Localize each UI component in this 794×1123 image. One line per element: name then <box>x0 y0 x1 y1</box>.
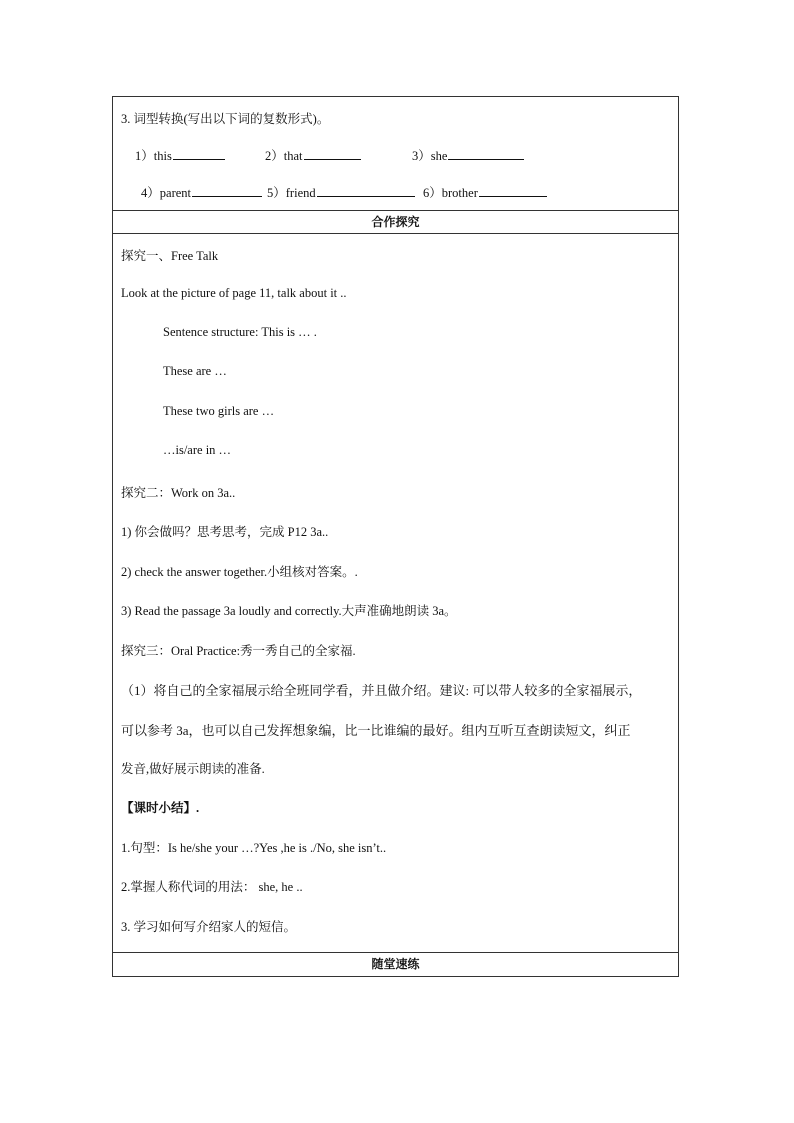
summary-point-3: 3. 学习如何写介绍家人的短信。 <box>121 920 297 934</box>
inquiry-2-step-1: 1) 你会做吗？思考思考，完成 P12 3a.. <box>121 525 329 539</box>
summary-point-1: 1.句型：Is he/she your …?Yes ,he is ./No, she isn’t.. <box>121 841 387 855</box>
inquiry-2-step-3: 3) Read the passage 3a loudly and correctly.大声准确地朗读 3a。 <box>121 604 457 618</box>
summary-point-2: 2.掌握人称代词的用法： she, he .. <box>121 880 303 894</box>
answer-blank[interactable] <box>304 147 361 160</box>
exercise-item-2: 2）that <box>265 146 361 164</box>
lesson-summary-heading: 【课时小结】. <box>121 801 200 815</box>
section-header-quick-practice: 随堂速练 <box>371 957 420 971</box>
exercise-item-4: 4）parent <box>141 183 262 201</box>
exercise-item-5: 5）friend <box>267 183 415 201</box>
answer-blank[interactable] <box>317 184 415 197</box>
inquiry-2-step-2: 2) check the answer together.小组核对答案。. <box>121 565 358 579</box>
inquiry-3-title: 探究三：Oral Practice:秀一秀自己的全家福. <box>121 644 356 658</box>
inquiry-2-title: 探究二：Work on 3a.. <box>121 486 236 500</box>
answer-blank[interactable] <box>448 147 524 160</box>
sentence-example-1: These are … <box>163 364 227 378</box>
inquiry-1-title: 探究一、Free Talk <box>121 249 219 263</box>
exercise-item-1: 1）this <box>135 146 225 164</box>
answer-blank[interactable] <box>479 184 547 197</box>
inquiry-section <box>113 234 678 953</box>
inquiry-3-paragraph-line-1: （1）将自己的全家福展示给全班同学看，并且做介绍。建议: 可以带人较多的全家福展示， <box>121 683 642 698</box>
answer-blank[interactable] <box>192 184 262 197</box>
exercise-title: 3. 词型转换(写出以下词的复数形式)。 <box>121 112 330 126</box>
answer-blank[interactable] <box>173 147 225 160</box>
inquiry-3-paragraph-line-3: 发音,做好展示朗读的准备. <box>121 762 265 776</box>
sentence-example-3: …is/are in … <box>163 443 232 457</box>
exercise-item-3: 3）she <box>412 146 524 164</box>
inquiry-1-instruction: Look at the picture of page 11, talk about it .. <box>121 286 347 300</box>
inquiry-3-paragraph-line-2: 可以参考 3a，也可以自己发挥想象编，比一比谁编的最好。组内互听互查朗读短文，纠正 <box>121 723 631 738</box>
section-header-cooperative-inquiry: 合作探究 <box>113 211 678 234</box>
vocab-exercise-section <box>113 97 678 211</box>
sentence-example-2: These two girls are … <box>163 404 275 418</box>
sentence-structure: Sentence structure: This is … . <box>163 325 317 339</box>
exercise-item-6: 6）brother <box>423 183 547 201</box>
worksheet-table <box>112 96 679 977</box>
